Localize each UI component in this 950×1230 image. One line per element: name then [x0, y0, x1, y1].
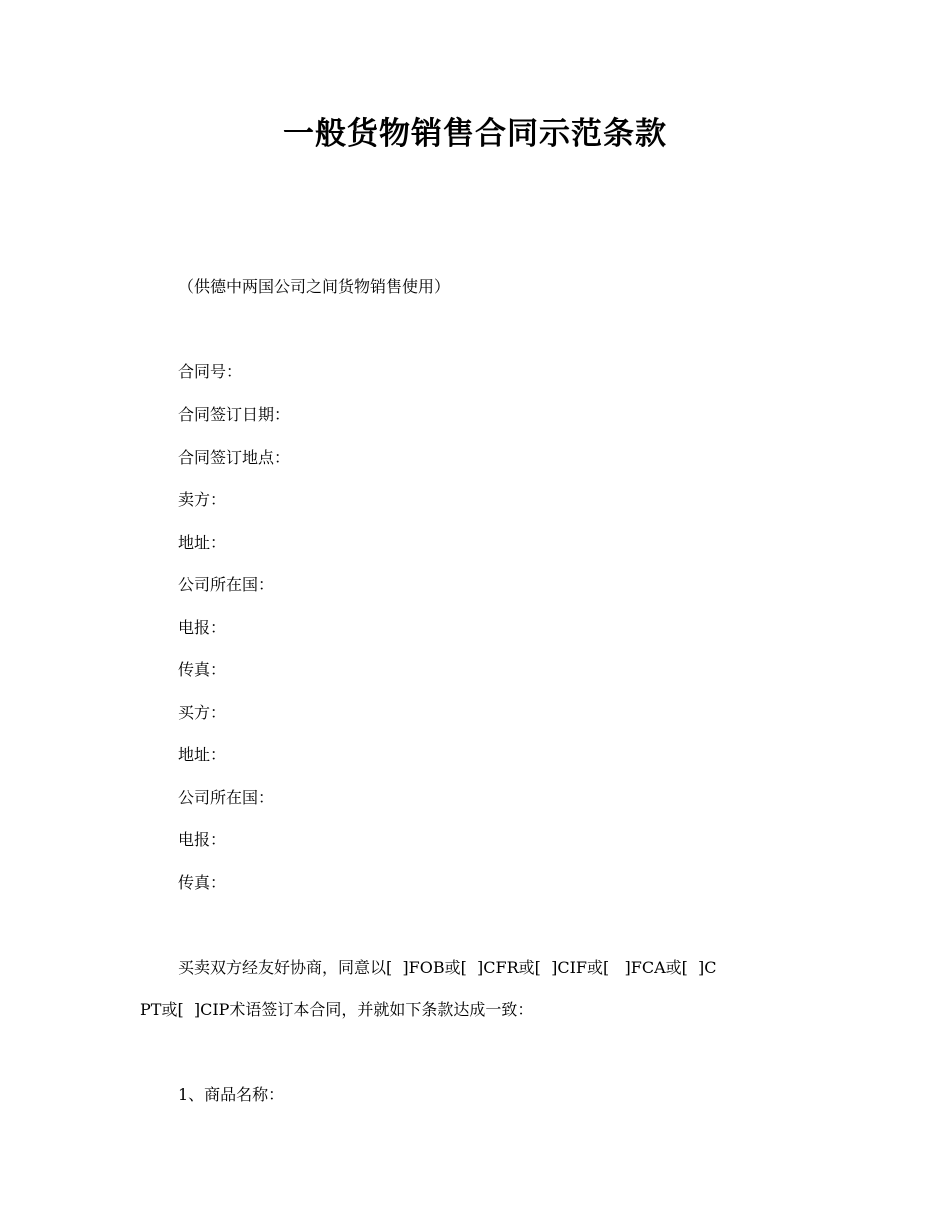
- field-buyer: 买方：: [178, 703, 227, 722]
- field-seller-address: 地址：: [178, 533, 227, 552]
- field-buyer-address: 地址：: [178, 745, 227, 764]
- field-seller: 卖方：: [178, 490, 227, 509]
- field-seller-country: 公司所在国：: [178, 575, 275, 594]
- document-title: 一般货物销售合同示范条款: [283, 116, 667, 152]
- field-contract-number: 合同号：: [178, 362, 243, 381]
- document-subtitle: （供德中两国公司之间货物销售使用）: [178, 277, 451, 296]
- agreement-paragraph-line-2: PT或[ ]CIP术语签订本合同，并就如下条款达成一致：: [140, 1000, 534, 1019]
- field-seller-telegram: 电报：: [178, 618, 227, 637]
- field-buyer-telegram: 电报：: [178, 830, 227, 849]
- field-buyer-country: 公司所在国：: [178, 788, 275, 807]
- field-buyer-fax: 传真：: [178, 873, 227, 892]
- clause-1-heading: 1、商品名称：: [178, 1085, 285, 1104]
- field-seller-fax: 传真：: [178, 660, 227, 679]
- field-signing-date: 合同签订日期：: [178, 405, 291, 424]
- agreement-paragraph-line-1: 买卖双方经友好协商，同意以[ ]FOB或[ ]CFR或[ ]CIF或[ ]FCA或[ ]C: [178, 958, 717, 977]
- field-signing-place: 合同签订地点：: [178, 448, 291, 467]
